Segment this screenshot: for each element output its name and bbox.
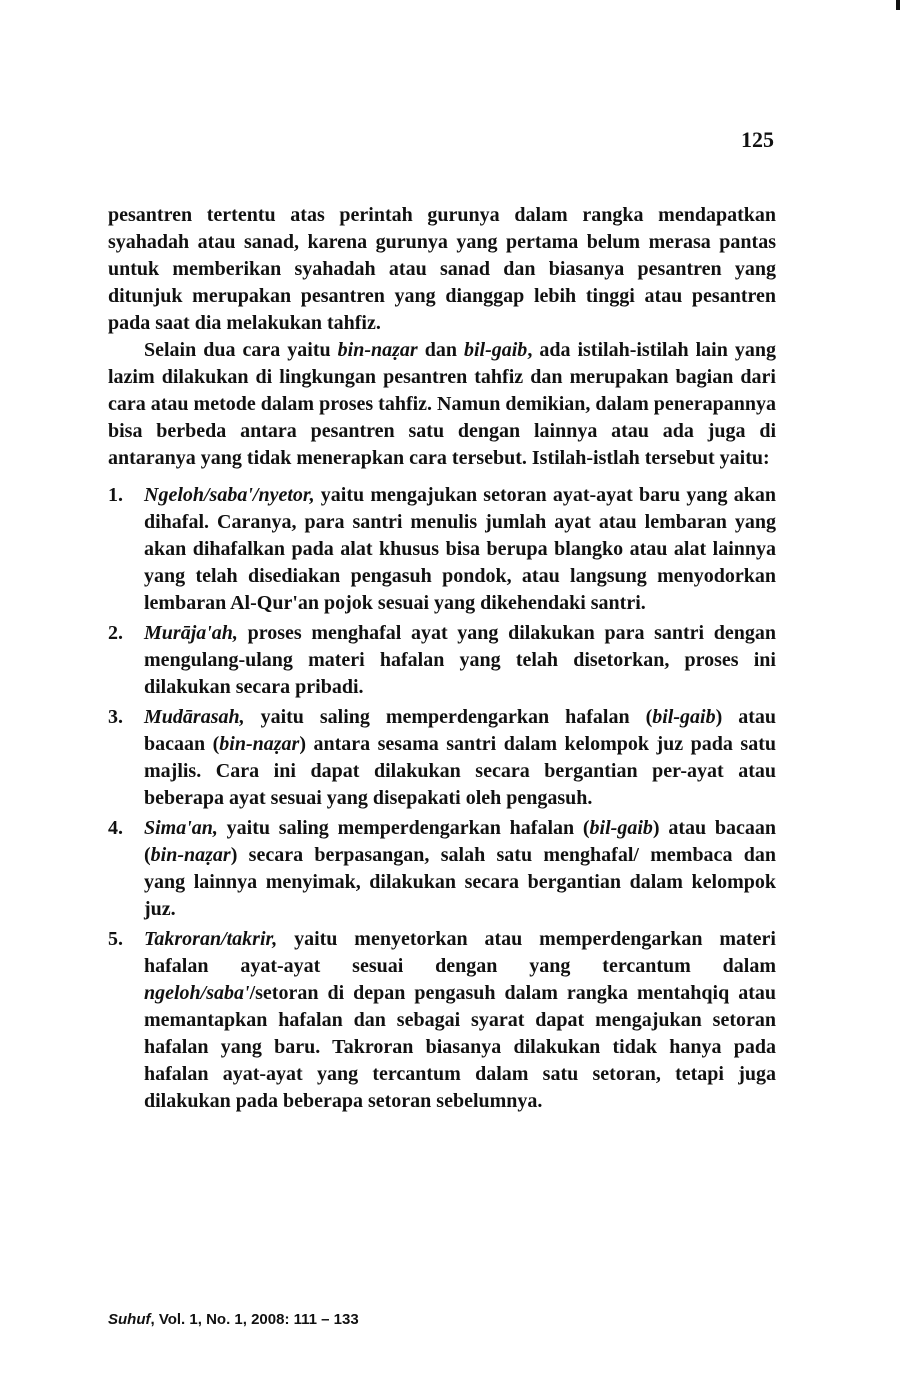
list-text: /setoran di depan pengasuh dalam rangka mentahqiq atau memantapkan hafalan dan sebagai syarat dapat mengajukan setoran hafalan yang baru. Takroran biasanya dilakukan tidak hanya pada hafalan ayat-ayat yang tercantum dalam satu setoran, tetapi juga dilakukan pada beberapa setoran sebelumnya. [144,982,776,1112]
list-text: yaitu saling memperdengarkan hafalan ( [244,706,653,728]
list-item [108,482,776,617]
scan-mark [896,0,900,10]
list-text: yaitu saling memperdengarkan hafalan ( [217,817,590,839]
list-item [108,926,776,1115]
list-term: Murāja'ah, [144,622,238,644]
page-number: 125 [741,127,774,152]
list-number: 2. [108,622,123,644]
term-bil-gaib: bil-gaib [463,339,528,361]
paragraph-2 [108,337,776,472]
list-term-inline: bil-gaib [652,706,716,728]
para2-text-3: , ada istilah-istilah lain yang lazim dilakukan di lingkungan pesantren tahfiz dan merupakan bagian dari cara atau metode dalam proses tahfiz. Namun demikian, dalam penerapannya bisa berbeda antara pesantren satu dengan lainnya atau ada juga di antaranya yang tidak menerapkan cara tersebut. Istilah-istlah tersebut yaitu: [108,339,776,469]
citation-details: , Vol. 1, No. 1, 2008: 111 – 133 [150,1311,359,1328]
list-item [108,620,776,701]
list-text: ) secara berpasangan, salah satu menghafal/ membaca dan yang lainnya menyimak, dilakukan secara bergantian dalam kelompok juz. [144,844,776,920]
para2-text-1: Selain dua cara yaitu [144,339,338,361]
list-text: proses menghafal ayat yang dilakukan para santri dengan mengulang-ulang materi hafalan yang telah disetorkan, proses ini dilakukan secara pribadi. [144,622,776,698]
list-number: 3. [108,706,123,728]
list-term: Ngeloh/saba'/nyetor, [144,484,315,506]
list-number: 4. [108,817,123,839]
term-bin-nazar: bin-naẓar [337,339,418,361]
paragraph-1: pesantren tertentu atas perintah gurunya dalam rangka mendapatkan syahadah atau sanad, karena gurunya yang pertama belum merasa pantas untuk memberikan syahadah atau sanad dan biasanya pesantren yang ditunjuk merupakan pesantren yang dianggap lebih tinggi atau pesantren pada saat dia melakukan tahfiz. [108,204,776,334]
list-term: Mudārasah, [144,706,245,728]
list-number: 5. [108,928,123,950]
list-text: yaitu menyetorkan atau memperdengarkan materi hafalan ayat-ayat sesuai dengan yang tercantum dalam [144,928,776,977]
list-text: ) antara sesama santri dalam kelompok juz pada satu majlis. Cara ini dapat dilakukan secara bergantian per-ayat atau beberapa ayat sesuai yang disepakati oleh pengasuh. [144,733,776,809]
list-term-inline: bin-naẓar [150,844,231,866]
list-term: Takroran/takrir, [144,928,278,950]
para2-text-2: dan [417,339,464,361]
list-text: ) atau bacaan ( [144,817,776,866]
list-text: ) atau bacaan ( [144,706,776,755]
list-term-inline: bin-naẓar [219,733,300,755]
body-text [108,202,776,1118]
journal-name: Suhuf [108,1311,151,1328]
list-text: yaitu mengajukan setoran ayat-ayat baru yang akan dihafal. Caranya, para santri menulis jumlah ayat atau lembaran yang akan dihafalkan pada alat khusus bisa berupa blangko atau alat lainnya yang telah disediakan pengasuh pondok, atau langsung menyodorkan lembaran Al-Qur'an pojok sesuai yang dikehendaki santri. [144,484,776,614]
list-item [108,704,776,812]
list-number: 1. [108,484,123,506]
list-item [108,815,776,923]
list-term-inline: ngeloh/saba' [144,982,250,1004]
list-term-inline: bil-gaib [589,817,653,839]
term-list [108,482,776,1115]
footer-citation [108,1311,359,1328]
list-term: Sima'an, [144,817,218,839]
